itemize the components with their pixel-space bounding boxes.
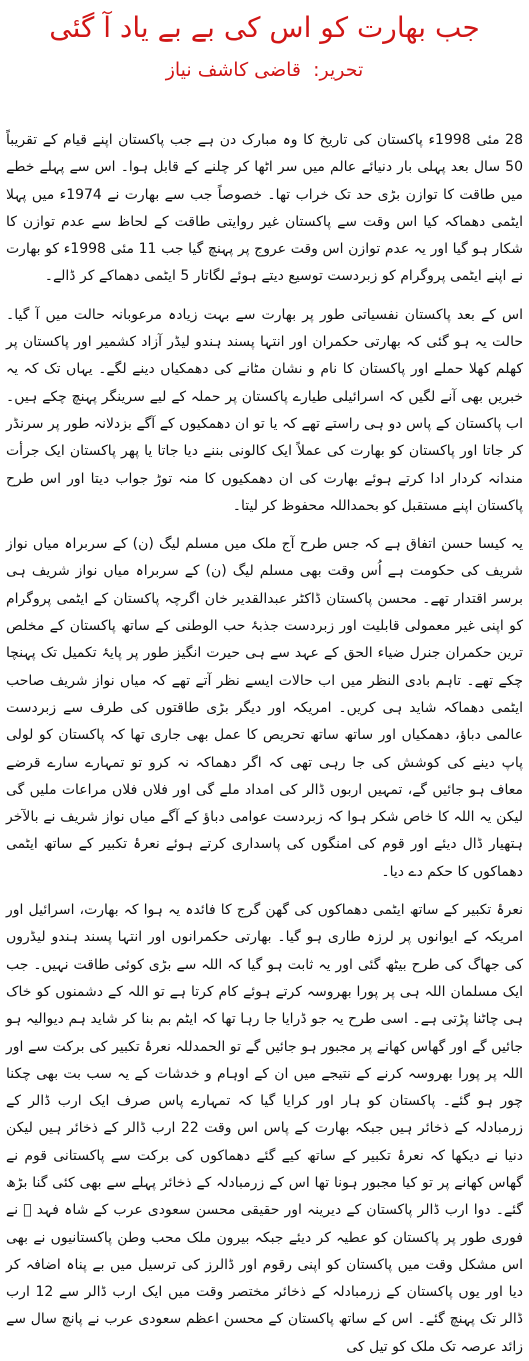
article-title: جب بھارت کو اس کی بے بے یاد آ گئی xyxy=(49,11,480,44)
article-paragraph-3: یہ کیسا حسن اتفاق ہے کہ جس طرح آج ملک میں مسلم لیگ (ن) کے سربراہ میاں نواز شریف کی حکومت ہے اُس وقت بھی مسلم لیگ (ن) کے سربراہ میاں نواز شریف ہی برسر اقتدار تھے۔ محسن پاکستان ڈاکٹر عبدالقدیر خان اگرچہ پاکستان کے ایٹمی پروگرام کو اپنی غیر معمولی قابلیت اور زبردست جذبۂ حب الوطنی کے ساتھ پاکستان کے مخلص ترین حکمران جنرل ضیاء الحق کے عہد سے ہی حیرت انگیز طور پر پایۂ تکمیل تک پہنچا چکے تھے۔ تاہم بادی النظر میں اب حالات ایسے نظر آتے تھے کہ میاں نواز شریف صاحب ایٹمی دھماکہ شاید ہی کریں۔ امریکہ اور دیگر بڑی طاقتوں کی طرف سے زبردست عالمی دباؤ، دھمکیاں اور ساتھ ساتھ تحریص کا عمل بھی جاری تھا کہ پاکستان کو لولی پاپ دینے کی کوشش کی جا رہی تھی کہ اگر دھماکہ نہ کرو تو تمہارے سارے قرضے معاف ہو جائیں گے، تمہیں اربوں ڈالر کی امداد ملے گی اور فلاں فلاں مراعات ملیں گی لیکن یہ اللہ کا خاص شکر ہوا کہ زبردست عوامی دباؤ کے آگے میاں نواز شریف نے بالآخر ہتھیار ڈال دیئے اور قوم کی امنگوں کی پاسداری کرتے ہوئے نعرۂ تکبیر کے ساتھ ایٹمی دھماکوں کا حکم دے دیا۔ xyxy=(6,536,523,880)
byline-label: تحریر: xyxy=(313,59,364,81)
byline-author: قاضی کاشف نیاز xyxy=(165,59,302,81)
article-paragraph-4: نعرۂ تکبیر کے ساتھ ایٹمی دھماکوں کی گھن گرج کا فائدہ یہ ہوا کہ بھارت، اسرائیل اور امریکہ کے ایوانوں پر لرزہ طاری ہو گیا۔ بھارتی حکمرانوں اور انتہا پسند ہندو لیڈروں کی جھاگ کی طرح بیٹھ گئی اور یہ ثابت ہو گیا کہ اللہ سے بڑی کوئی طاقت نہیں۔ جب ایک مسلمان اللہ ہی پر پورا بھروسہ کرتے ہوئے کام کرتا ہے تو اللہ کے دشمنوں کو خاک ہی چاٹنا پڑتی ہے۔ اسی طرح یہ جو ڈرایا جا رہا تھا کہ ایٹم بم بنا کر شاید ہم دیوالیہ ہو جائیں گے اور گھاس کھانے پر مجبور ہو جائیں گے تو الحمدللہ نعرۂ تکبیر کی برکت سے اور اللہ پر پورا بھروسہ کرنے کے نتیجے میں ان کے اوہام و خدشات کے یہ سب بت بھی چکنا چور ہو گئے۔ پاکستان کو ہار اور کرایا گیا کہ تمہارے پاس صرف ایک ارب ڈالر کے زرمبادلہ کے ذخائر ہیں جبکہ بھارت کے پاس اس وقت 22 ارب ڈالر کے ذخائر ہیں لیکن دنیا نے دیکھا کہ نعرۂ تکبیر کے ساتھ کیے گئے دھماکوں کی برکت سے پاکستانی قوم نے گھاس کھانے پر تو کیا مجبور ہونا تھا اس کے زرمبادلہ کے ذخائر پہلے سے بھی کئی گنا بڑھ گئے۔ دوا ارب ڈالر پاکستان کے دیرینہ اور حقیقی محسن سعودی عرب کے شاہ فہد ﷫ نے فوری طور پر پاکستان کو عطیہ کر دیئے جبکہ بیرون ملک محب وطن پاکستانیوں نے بھی اس مشکل وقت میں پاکستان کو اپنی رقوم اور ڈالرز کی ترسیل میں بے پناہ اضافہ کر دیا اور یوں پاکستان کے زرمبادلہ کے ذخائر مختصر وقت میں ایک ارب ڈالر سے 12 ارب ڈالر تک پہنچ گئے۔ اس کے ساتھ پاکستان کے محسن اعظم سعودی عرب نے پانچ سال سے زائد عرصہ تک ملک کو تیل کی xyxy=(6,902,524,1355)
article-body xyxy=(6,127,524,1355)
article-paragraph-2: اس کے بعد پاکستان نفسیاتی طور پر بھارت سے بہت زیادہ مرعوبانہ حالت میں آ گیا۔ حالت یہ ہو گئی کہ بھارتی حکمران اور انتہا پسند ہندو لیڈر آزاد کشمیر اور پاکستان پر کھلم کھلا حملے اور پاکستان کا نام و نشان مٹانے کی دھمکیاں دینے لگے۔ یہاں تک کہ یہ خبریں بھی آنے لگیں کہ اسرائیلی طیارے پاکستان پر حملہ کے لیے سرینگر پہنچ چکے ہیں۔ اب پاکستان کے پاس دو ہی راستے تھے کہ یا تو ان دھمکیوں کے آگے بزدلانہ طور پر سرنڈر کر جاتا اور پاکستان کو بھارت کی عملاً ایک کالونی بننے دیا جاتا یا پھر پاکستان ایک جرأت مندانہ کردار ادا کرتے ہوئے بھارت کی ان دھمکیوں کا منہ توڑ جواب دیتا اور اس طرح پاکستان اپنے مستقبل کو بحمداللہ محفوظ کر لیتا۔ xyxy=(6,306,523,514)
article-paragraph-1: 28 مئی 1998ء پاکستان کی تاریخ کا وہ مبارک دن ہے جب پاکستان اپنے قیام کے تقریباً 50 سال بعد پہلی بار دنیائے عالم میں سر اٹھا کر چلنے کے قابل ہوا۔ اس سے پہلے خطے میں طاقت کا توازن بڑی حد تک خراب تھا۔ خصوصاً جب سے بھارت نے 1974ء میں پہلا ایٹمی دھماکہ کیا اس وقت سے پاکستان غیر روایتی طاقت کے لحاظ سے عدم توازن کا شکار ہو گیا اور یہ عدم توازن اس وقت عروج پر پہنچ گیا جب 11 مئی 1998ء کو بھارت نے اپنے ایٹمی پروگرام کو زبردست توسیع دیتے ہوئے لگاتار 5 ایٹمی دھماکے کر ڈالے۔ xyxy=(6,132,523,285)
article-byline xyxy=(0,56,529,84)
